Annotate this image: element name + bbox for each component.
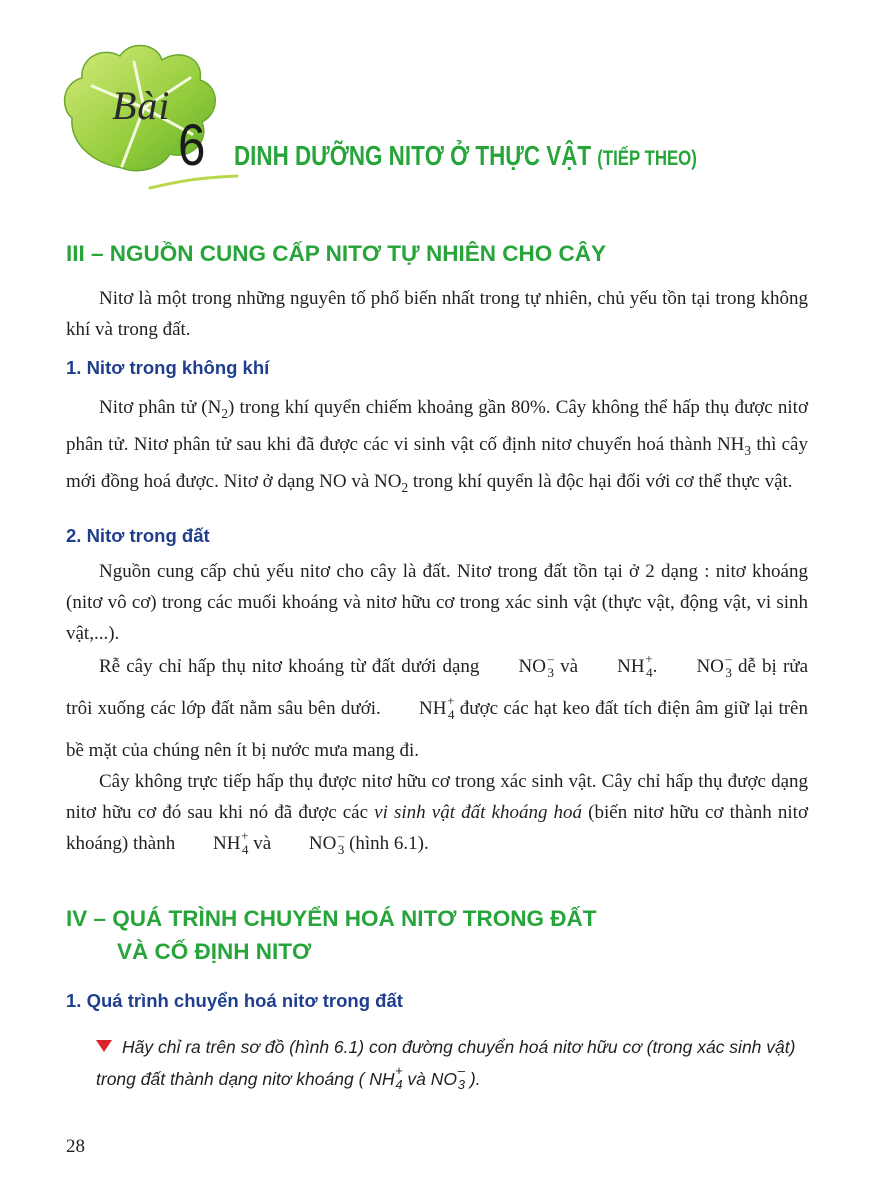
question-prompt <box>96 1031 816 1095</box>
lesson-title-suffix: (TIẾP THEO) <box>597 147 697 170</box>
no3-subscript: 3 <box>337 842 345 857</box>
nh4-ion <box>386 688 454 730</box>
no3-ion <box>431 1063 465 1095</box>
nh3-subscript: 3 <box>744 442 752 458</box>
soil-text-3a: Cây không trực tiếp hấp thụ được nitơ hữu cơ trong xác sinh vật. Cây chỉ hấp thụ được dạng nitơ hữu cơ đó sau khi nó đã được các <box>66 771 808 823</box>
subsection-conversion-heading: 1. Quá trình chuyển hoá nitơ trong đất <box>66 990 403 1011</box>
soil-paragraph-2 <box>66 646 808 772</box>
nh4-ion <box>369 1063 402 1095</box>
air-text-3: thì cây mới đồng hoá được. Nitơ ở dạng NO và <box>66 433 808 492</box>
no3-charge: – <box>725 651 732 666</box>
section-iii-intro <box>66 283 808 345</box>
no3-ion <box>486 646 554 688</box>
soil-paragraph-3 <box>66 766 808 859</box>
soil-text-2c: . <box>652 656 664 677</box>
section-iv-heading-line1: IV – QUÁ TRÌNH CHUYỂN HOÁ NITƠ TRONG ĐẤT <box>66 906 597 931</box>
lesson-number: 6 <box>178 113 206 178</box>
soil-text-3b: (biến nitơ hữu cơ thành nitơ khoáng) thành <box>66 802 808 854</box>
lesson-title-main: DINH DƯỠNG NITƠ Ở THỰC VẬT <box>234 140 592 171</box>
no3-subscript: 3 <box>725 665 732 680</box>
nh4-charge: + <box>645 651 653 666</box>
no2-formula <box>374 470 409 495</box>
nh4-base: NH <box>212 833 241 854</box>
no3-base: NO <box>308 833 337 854</box>
soil-text-3c: và <box>248 833 276 854</box>
lesson-label: Bài <box>112 83 171 128</box>
soil-text-3d: (hình 6.1). <box>344 833 429 854</box>
soil-paragraph-1 <box>66 556 808 649</box>
soil-text-2e: được các hạt keo đất tích điện âm giữ lại trên bề mặt của chúng nên ít bị nước mưa mang đi. <box>66 698 808 761</box>
question-triangle-icon <box>96 1040 112 1052</box>
air-text-2: ) trong khí quyển chiếm khoảng gần 80%. Cây không thể hấp thụ được nitơ phân tử. Nitơ phân tử sau khi đã được các vi sinh vật cố định nitơ chuyển hoá thành NH <box>66 397 808 455</box>
nh4-charge: + <box>241 828 249 843</box>
no3-charge: – <box>547 651 554 666</box>
nh4-ion <box>180 828 248 859</box>
soil-text-3-emphasis: vi sinh vật đất khoáng hoá <box>374 802 583 823</box>
no3-ion <box>663 646 731 688</box>
nh4-base: NH <box>617 656 645 677</box>
air-text-1: Nitơ phân tử (N <box>99 397 222 418</box>
no3-charge: – <box>457 1063 466 1078</box>
nh4-subscript: 4 <box>395 1077 403 1092</box>
soil-text-2d: dễ bị rửa trôi xuống các lớp đất nằm sâu bên dưới. <box>66 656 809 719</box>
no2-subscript: 2 <box>401 479 409 495</box>
nh4-subscript: 4 <box>646 665 653 680</box>
no3-base: NO <box>518 656 546 677</box>
nh4-subscript: 4 <box>241 842 249 857</box>
no2-base: NO <box>374 470 402 492</box>
nh4-base: NH <box>419 698 447 719</box>
page-number: 28 <box>66 1136 85 1157</box>
section-iv-heading-line2: VÀ CỐ ĐỊNH NITƠ <box>117 939 312 964</box>
question-text-a: Hãy chỉ ra trên sơ đồ (hình 6.1) con đường chuyển hoá nitơ hữu cơ (trong xác sinh vật) trong đất thành dạng nitơ khoáng ( <box>96 1037 796 1089</box>
question-text-c: ). <box>465 1069 481 1089</box>
air-text-4: trong khí quyển là độc hại đối với cơ thể thực vật. <box>408 470 793 492</box>
section-iii-heading: III – NGUỒN CUNG CẤP NITƠ TỰ NHIÊN CHO CÂY <box>66 241 606 266</box>
air-paragraph <box>66 392 808 502</box>
no3-base: NO <box>430 1069 458 1089</box>
nh4-charge: + <box>394 1063 403 1078</box>
intro-text: Nitơ là một trong những nguyên tố phổ biến nhất trong tự nhiên, chủ yếu tồn tại trong không khí và trong đất. <box>66 288 808 340</box>
no3-charge: – <box>337 828 345 843</box>
lesson-title <box>234 140 697 172</box>
no3-ion <box>276 828 344 859</box>
subsection-air-heading: 1. Nitơ trong không khí <box>66 357 270 378</box>
subsection-soil-heading: 2. Nitơ trong đất <box>66 525 210 546</box>
question-text-b: và <box>402 1069 431 1089</box>
nh4-base: NH <box>369 1069 395 1089</box>
soil-text-1: Nguồn cung cấp chủ yếu nitơ cho cây là đất. Nitơ trong đất tồn tại ở 2 dạng : nitơ khoáng (nitơ vô cơ) trong các muối khoáng và nitơ hữu cơ trong xác sinh vật (thực vật, động vật, vi sinh vật,...). <box>66 561 808 644</box>
no3-subscript: 3 <box>547 665 554 680</box>
soil-text-2a: Rễ cây chỉ hấp thụ nitơ khoáng từ đất dưới dạng <box>99 656 486 677</box>
nh4-charge: + <box>447 693 455 708</box>
n2-subscript: 2 <box>221 405 228 421</box>
no3-base: NO <box>696 656 724 677</box>
no3-subscript: 3 <box>457 1077 466 1092</box>
soil-text-2b: và <box>553 656 585 677</box>
nh4-subscript: 4 <box>448 707 455 722</box>
nh4-ion <box>584 646 652 688</box>
